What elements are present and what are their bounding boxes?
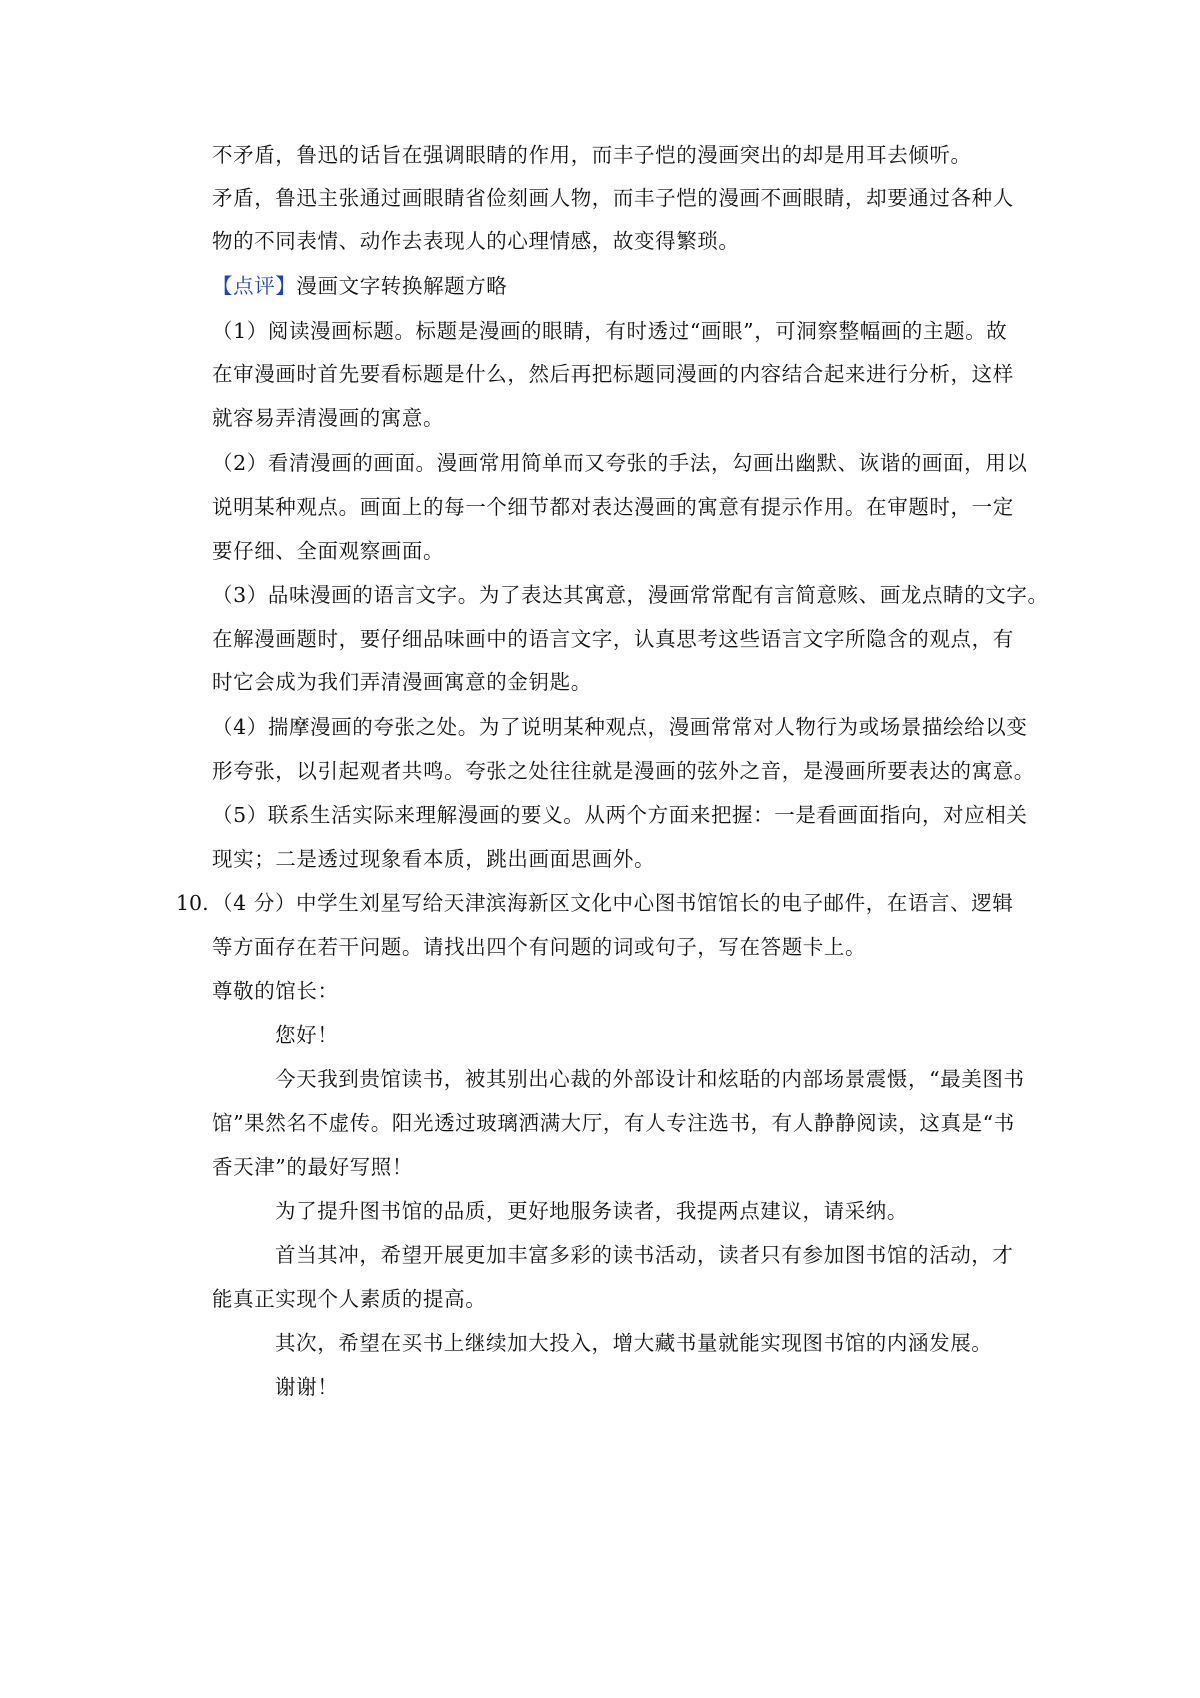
comment-heading bbox=[212, 270, 1027, 302]
comment-line: 要仔细、全面观察画面。 bbox=[212, 539, 445, 563]
comment-line: 在解漫画题时，要仔细品味画中的语言文字，认真思考这些语言文字所隐含的观点，有 bbox=[212, 627, 1014, 651]
comment-line: （3）品味漫画的语言文字。为了表达其寓意，漫画常常配有言简意赅、画龙点睛的文字。 bbox=[212, 583, 1049, 607]
comment-line: 形夸张，以引起观者共鸣。夸张之处往往就是漫画的弦外之音，是漫画所要表达的寓意。 bbox=[212, 759, 1035, 783]
letter-paragraph-1: 今天我到贵馆读书，被其别出心裁的外部设计和炫聒的内部场景震慑，“最美图书 bbox=[275, 1067, 1025, 1091]
comment-line: （4）揣摩漫画的夸张之处。为了说明某种观点，漫画常常对人物行为或场景描绘给以变 bbox=[212, 715, 1028, 739]
letter-paragraph-1-cont: 香天津”的最好写照！ bbox=[212, 1155, 413, 1179]
letter-greeting: 您好！ bbox=[275, 1023, 339, 1047]
comment-line: （1）阅读漫画标题。标题是漫画的眼睛，有时透过“画眼”，可洞察整幅画的主题。故 bbox=[212, 319, 1008, 343]
letter-paragraph-3: 首当其冲，希望开展更加丰富多彩的读书活动，读者只有参加图书馆的活动，才 bbox=[275, 1243, 1014, 1267]
letter-paragraph-1-cont: 馆”果然名不虚传。阳光透过玻璃洒满大厅，有人专注选书，有人静静阅读，这真是“书 bbox=[212, 1111, 1015, 1135]
comment-title: 漫画文字转换解题方略 bbox=[296, 274, 508, 298]
question-line-1: （4 分）中学生刘星写给天津滨海新区文化中心图书馆馆长的电子邮件，在语言、逻辑 bbox=[212, 891, 1014, 915]
letter-paragraph-2: 为了提升图书馆的品质，更好地服务读者，我提两点建议，请采纳。 bbox=[275, 1199, 908, 1223]
comment-line: 在审漫画时首先要看标题是什么，然后再把标题同漫画的内容结合起来进行分析，这样 bbox=[212, 362, 1014, 386]
answer-line-3: 物的不同表情、动作去表现人的心理情感，故变得繁琐。 bbox=[212, 229, 740, 253]
comment-line: 就容易弄清漫画的寓意。 bbox=[212, 406, 445, 430]
letter-paragraph-4: 其次，希望在买书上继续加大投入，增大藏书量就能实现图书馆的内涵发展。 bbox=[275, 1331, 993, 1355]
answer-line-1: 不矛盾，鲁迅的话旨在强调眼睛的作用，而丰子恺的漫画突出的却是用耳去倾听。 bbox=[212, 143, 972, 167]
question-line-2: 等方面存在若干问题。请找出四个有问题的词或句子，写在答题卡上。 bbox=[212, 935, 867, 959]
comment-tag: 【点评】 bbox=[212, 274, 297, 298]
comment-line: 时它会成为我们弄清漫画寓意的金钥匙。 bbox=[212, 670, 592, 694]
comment-line: 现实；二是透过现象看本质，跳出画面思画外。 bbox=[212, 847, 656, 871]
letter-paragraph-3-cont: 能真正实现个人素质的提高。 bbox=[212, 1287, 487, 1311]
letter-salutation: 尊敬的馆长： bbox=[212, 979, 339, 1003]
comment-line: （5）联系生活实际来理解漫画的要义。从两个方面来把握：一是看画面指向，对应相关 bbox=[212, 803, 1028, 827]
comment-line: 说明某种观点。画面上的每一个细节都对表达漫画的寓意有提示作用。在审题时，一定 bbox=[212, 495, 1014, 519]
letter-thanks: 谢谢！ bbox=[275, 1375, 339, 1399]
question-number: 10. bbox=[176, 891, 209, 915]
comment-line: （2）看清漫画的画面。漫画常用简单而又夸张的手法，勾画出幽默、诙谐的画面，用以 bbox=[212, 451, 1028, 475]
answer-line-2: 矛盾，鲁迅主张通过画眼睛省俭刻画人物，而丰子恺的漫画不画眼睛，却要通过各种人 bbox=[212, 186, 1014, 210]
